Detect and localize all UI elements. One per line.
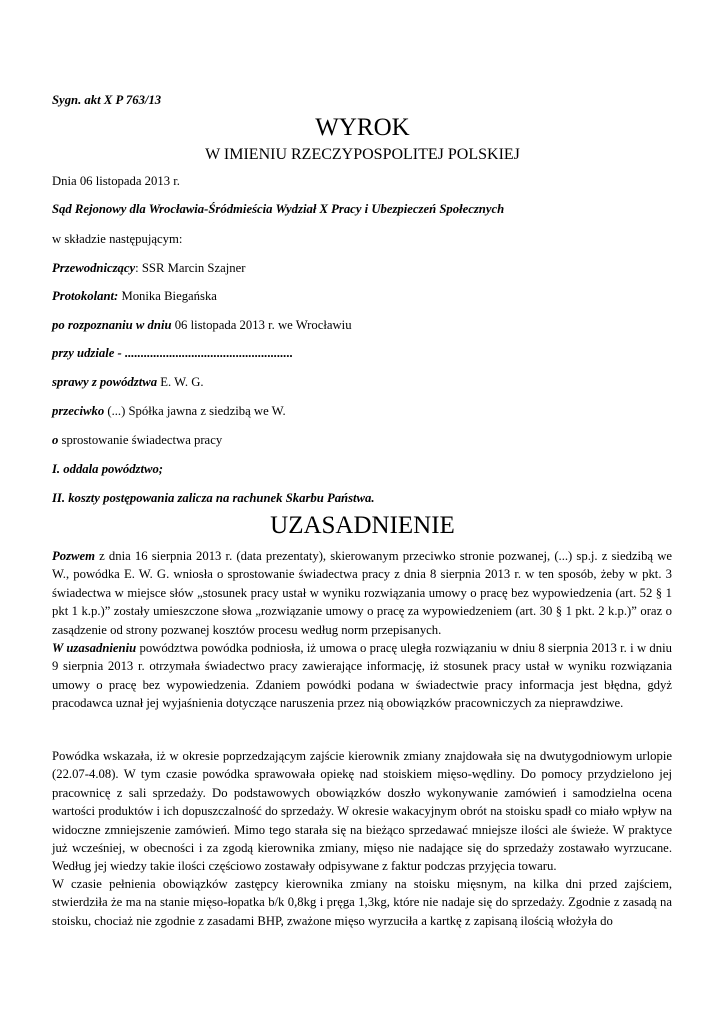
paragraph-2-text: powództwa powódka podniosła, iż umowa o pracę uległa rozwiązaniu w dniu 8 sierpnia 2013 r. i w dniu 9 sierpnia 2013 r. otrzymała świadectwo pracy zawierające informację, iż stosunek pracy ustał w wyniku rozwiązania umowy o pracę bez wypowiedzenia. Zdaniem powódki podana w świadectwie pracy informacja jest błędna, gdyż pracodawca uznał jej wyjaśnienia dotyczące naruszenia przez nią obowiązków pracowniczych za nieprawdziwe. (52, 641, 672, 711)
clerk-line (52, 288, 217, 304)
document-title: WYROK (315, 114, 410, 141)
paragraph-1-lead: Pozwem (52, 549, 95, 563)
subject-line (52, 432, 222, 448)
ruling-2: II. koszty postępowania zalicza na rachunek Skarbu Państwa. (52, 491, 375, 505)
date-line: Dnia 06 listopada 2013 r. (52, 174, 180, 188)
hearing-line (52, 317, 352, 333)
document-subtitle: W IMIENIU RZECZYPOSPOLITEJ POLSKIEJ (205, 146, 520, 163)
defendant-line (52, 403, 286, 419)
composition-intro: w składzie następującym: (52, 232, 183, 246)
chair-line (52, 260, 245, 276)
defendant-label: przeciwko (52, 404, 105, 418)
participation-line (52, 345, 293, 361)
plaintiff-value: E. W. G. (157, 375, 204, 389)
hearing-label: po rozpoznaniu w dniu (52, 318, 172, 332)
chair-label: Przewodniczący (52, 261, 136, 275)
court-name: Sąd Rejonowy dla Wrocławia-Śródmieścia Wydział X Pracy i Ubezpieczeń Społecznych (52, 202, 505, 216)
paragraph-3-text: Powódka wskazała, iż w okresie poprzedzającym zajście kierownik zmiany znajdowała się na dwutygodniowym urlopie (22.07-4.08). W tym czasie powódka sprawowała opiekę nad stoiskiem mięso-wędliny. Do pomocy przydzielono jej pracownicę z sali sprzedaży. Do podstawowych obowiązków doszło wykonywanie zamówień i samodzielna ocena wartości produktów i ich dopuszczalność do sprzedaży. W okresie wakacyjnym obrót na stoisku spadł co miało wpływ na widoczne zmniejszenie zamówień. Mimo tego starała się na bieżąco sprzedawać mniejsze ilości ale świeże. W praktyce już wcześniej, w obecności i za zgodą kierownika zmiany, mięso nie nadające się do sprzedaży zostawało wyrzucane. Według jej wiedzy takie ilości częściowo zostawały odpisywane z faktur podczas przyjęcia towaru. (52, 749, 672, 874)
participation-label: przy udziale - (52, 346, 125, 360)
paragraph-1-text: z dnia 16 sierpnia 2013 r. (data prezentaty), skierowanym przeciwko stronie pozwanej, (...) sp.j. z siedzibą we W., powódka E. W. G. wniosła o sprostowanie świadectwa pracy z dnia 8 sierpnia 2013 r. w ten sposób, żeby w pkt. 3 świadectwa w miejsce słów „stosunek pracy ustał w wyniku rozwiązania umowy o pracę bez wypowiedzenia (art. 52 § 1 pkt 1 k.p.)” zostały umieszczone słowa „rozwiązanie umowy o pracę za wypowiedzeniem (art. 30 § 1 pkt. 2 k.p.)” oraz o zasądzenie od strony pozwanej kosztów procesu według norm przepisanych. (52, 549, 672, 637)
paragraph-2-lead: W uzasadnieniu (52, 641, 137, 655)
paragraph-4-text: W czasie pełnienia obowiązków zastępcy kierownika zmiany na stoisku mięsnym, na kilka dni przed zajściem, stwierdziła że ma na stanie mięso-łopatka b/k 0,8kg i pręga 1,3kg, które nie nadaje się do sprzedaży. Zgodnie z zasadą na stoisku, chociaż nie zgodnie z zasadami BHP, zważone mięso wyrzuciła a kartkę z zapisaną ilością włożyła do (52, 877, 672, 928)
hearing-value: 06 listopada 2013 r. we Wrocławiu (171, 318, 352, 332)
case-signature: Sygn. akt X P 763/13 (52, 93, 162, 107)
paragraph-3 (52, 747, 672, 876)
paragraph-2 (52, 639, 672, 713)
justification-title: UZASADNIENIE (270, 512, 455, 539)
plaintiff-line (52, 374, 204, 390)
subject-value: sprostowanie świadectwa pracy (58, 433, 223, 447)
chair-value: : SSR Marcin Szajner (135, 261, 246, 275)
paragraph-1 (52, 547, 672, 639)
defendant-value: (...) Spółka jawna z siedzibą we W. (104, 404, 286, 418)
subject-label: o (52, 433, 59, 447)
paragraph-4 (52, 875, 672, 930)
participation-value: ..................................................... (124, 346, 294, 360)
clerk-value: Monika Biegańska (118, 289, 217, 303)
clerk-label: Protokolant: (52, 289, 119, 303)
plaintiff-label: sprawy z powództwa (52, 375, 158, 389)
ruling-1: I. oddala powództwo; (52, 462, 164, 476)
